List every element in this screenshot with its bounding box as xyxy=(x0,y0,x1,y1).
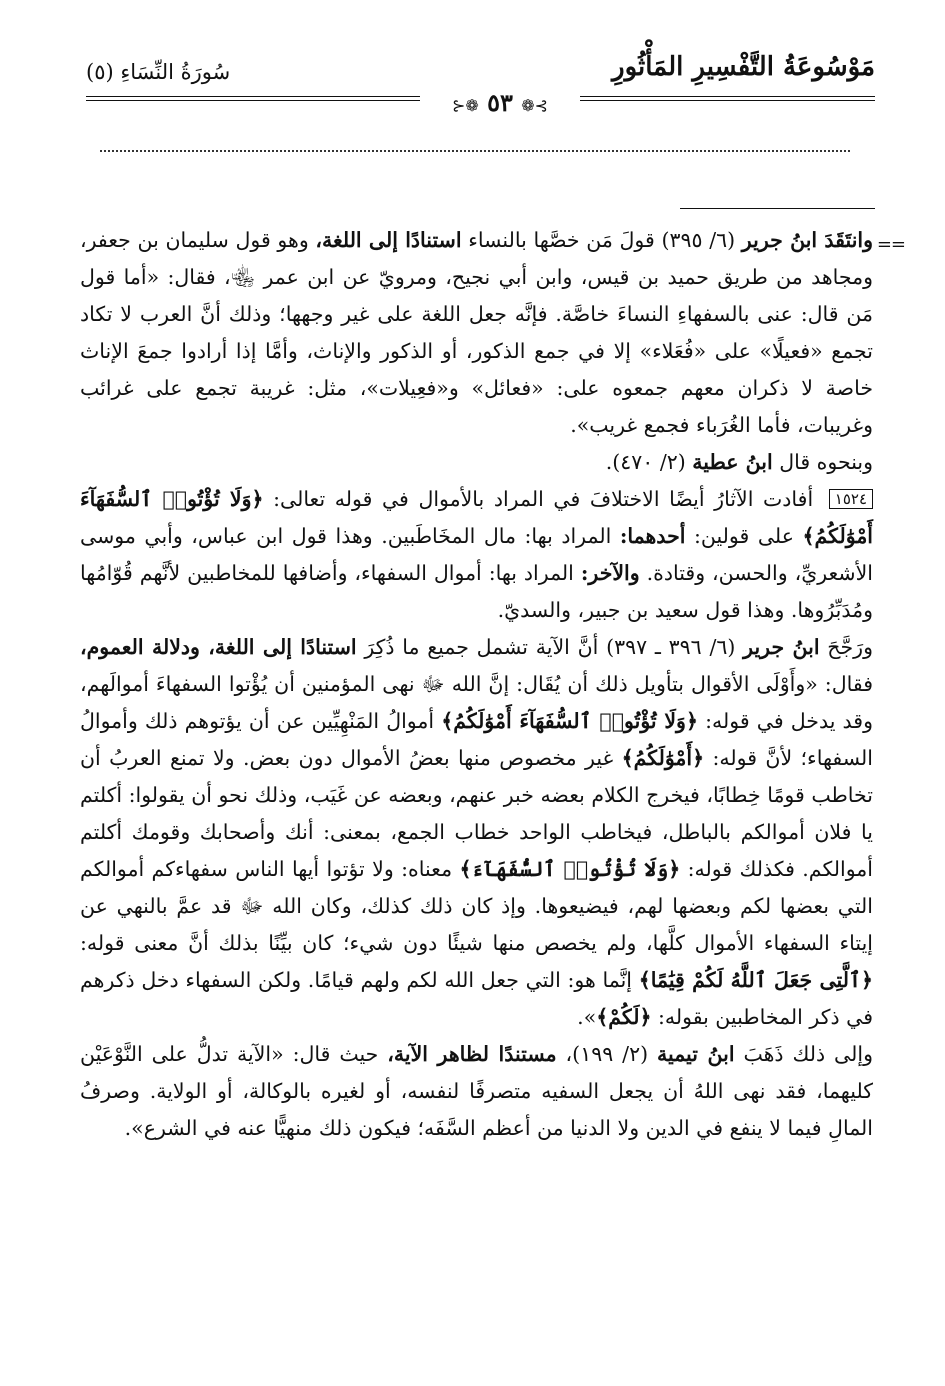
text-segment: أفادت الآثارُ أيضًا الاختلافَ في المراد بالأموال في قوله تعالى: xyxy=(263,487,823,511)
text-segment: غير مخصوص منها بعضُ الأموال دون بعض. ولا تمنع العربُ أن تخاطب قومًا خِطابًا، فيخرج الكلام بعضه خبر عنهم، وبعضه عن غَيَب، وذلك نحو أن يقولوا: أكلتم يا فلان أموالكم بالباطل، فيخاطب الواحد خطاب الجمع، بمعنى: أنك وأصحابك وقومك أكلتم أموالكم. فكذلك قوله: xyxy=(80,746,873,881)
bold-text-segment: وانتَقَدَ xyxy=(817,228,873,252)
text-segment: وبنحوه قال xyxy=(772,450,873,474)
text-segment: إنَّما هو: التي جعل الله لكم ولهم قيامًا. ولكن السفهاء دخل ذكرهم في ذكر المخاطبين بقوله: xyxy=(80,968,873,1029)
text-segment: على قولين: xyxy=(685,524,803,548)
text-segment: ». xyxy=(577,1005,597,1029)
footnote-rule xyxy=(680,208,875,209)
bold-text-segment: ابنُ تيمية xyxy=(657,1042,735,1066)
bold-text-segment: ﴿أَمْوَٰلَكُمُ﴾ xyxy=(621,746,705,770)
text-segment: حيث قال: «الآية تدلُّ على النَّوْعَيْن كليهما، فقد نهى اللهُ أن يجعل السفيه متصرفًا لنفسه، أو لغيره بالوكالة، أو الولاية. وصرفُ المالِ فيما لا ينفع في الدين ولا الدنيا من أعظم السَّفَه؛ فيكون ذلك منهيًّا عنه في الشرع». xyxy=(80,1042,873,1140)
page-number-block xyxy=(420,88,580,117)
continuation-mark: == xyxy=(876,234,905,255)
paragraph-p4 xyxy=(80,629,873,1036)
dotted-separator xyxy=(100,150,850,152)
bold-text-segment: ﴿ٱلَّتِى جَعَلَ ٱللَّهُ لَكُمْ قِيَٰمًا﴾ xyxy=(638,968,873,992)
page-number: ٥٣ xyxy=(487,88,513,117)
bold-text-segment: ﴿وَلَا تُؤْتُوا۟ ٱلسُّفَهَآءَ أَمْوَٰلَكُمُ﴾ xyxy=(441,709,698,733)
ornament-right-icon: ❁⊰ xyxy=(521,96,549,115)
text-segment: ورَجَّحَ xyxy=(819,635,873,659)
bold-text-segment: ابنُ عطية xyxy=(692,450,773,474)
text-segment: (٢/ ٤٧٠). xyxy=(605,450,693,474)
bold-text-segment: ﴿لَكُمْ﴾ xyxy=(596,1005,652,1029)
text-segment: معناه: ولا تؤتوا أيها الناس سفهاءكم أموالكم التي بعضها لكم وبعضها لهم، فيضيعوها. وإذ كان ذلك كذلك، وكان الله ﷻ قد عمَّ بالنهي عن إيتاء السفهاء الأموال كلَّها، ولم يخصص منها شيئًا دون شيء؛ كان بيِّنًا بذلك أنَّ معنى قوله: xyxy=(80,857,873,955)
bold-text-segment: ابنُ جرير xyxy=(741,228,818,252)
text-segment: (٢/ ١٩٩)، xyxy=(556,1042,658,1066)
bold-text-segment: والآخر: xyxy=(580,561,640,585)
paragraph-p2 xyxy=(80,444,873,481)
text-segment: أموالُ المَنْهِيِّين عن أن يؤتوهم ذلك وأموالُ السفهاء؛ لأنَّ قوله: xyxy=(80,709,873,770)
paragraph-p1 xyxy=(80,222,873,444)
paragraph-p3 xyxy=(80,481,873,629)
bold-text-segment: أحدهما: xyxy=(619,524,686,548)
text-segment: فقال: «وأَوْلَى الأقوال بتأويل ذلك أن يُقَال: إنَّ الله ﷻ نهى المؤمنين أن يُؤْتوا السفهاءَ أموالَهم، وقد يدخل في قوله: xyxy=(80,672,874,733)
paragraph-p5 xyxy=(80,1036,873,1147)
text-segment: وهو قول سليمان بن جعفر، ومجاهد من طريق حميد بن قيس، وابن أبي نجيح، ومرويّ عن ابن عمر ﵄، فقال: «أما قول مَن قال: عنى بالسفهاءِ النساءَ خاصَّة. فإنَّه جعل اللغة على غير وجهها؛ وذلك أنَّ العرب لا تكاد تجمع «فعيلًا» على «فُعَلاء» إلا في جمع الذكور، أو الذكور والإناث، وأمَّا إذا أرادوا جمعَ الإناث خاصة لا ذكران معهم جمعوه على: «فعائل» و«فعِيلات»، مثل: غريبة تجمع على غرائب وغريبات، فأما الغُرَباء فجمع غريب». xyxy=(80,228,873,437)
bold-text-segment: ابنُ جرير xyxy=(743,635,820,659)
running-header-surah: سُورَةُ النِّسَاءِ (٥) xyxy=(86,60,231,84)
running-header-book-title: مَوْسُوعَةُ التَّفْسِيرِ المَأْثُورِ xyxy=(612,52,875,82)
bold-text-segment: مستندًا لظاهر الآية، xyxy=(387,1042,557,1066)
text-segment: المراد بها: أموال السفهاء، وأضافها للمخاطبين لأنَّهم قُوّامُها ومُدَبِّرُوها. وهذا قول سعيد بن جبير، والسديّ. xyxy=(80,561,873,622)
ornament-left-icon: ⊱❁ xyxy=(451,96,479,115)
bold-text-segment: ﴿وَلَا تُؤْتُوا۟ ٱلسُّفَهَآءَ﴾ xyxy=(459,857,681,881)
bold-text-segment: استنادًا إلى اللغة، xyxy=(315,228,462,252)
text-segment: المراد بها: مال المخَاطَبين. وهذا قول ابن عباس، وأبي موسى الأشعريِّ، والحسن، وقتادة. xyxy=(80,524,873,585)
text-segment: وإلى ذلك ذَهَبَ xyxy=(734,1042,873,1066)
note-number-box: ١٥٢٤ xyxy=(829,489,873,509)
commentary-body xyxy=(80,222,873,1147)
text-segment: (٦/ ٣٩٥) قولَ مَن خصَّها بالنساء xyxy=(461,228,742,252)
text-segment: (٦/ ٣٩٦ ـ ٣٩٧) أنَّ الآية تشمل جميع ما ذُكِرَ xyxy=(356,635,744,659)
bold-text-segment: ﴿وَلَا تُؤْتُوا۟ ٱلسُّفَهَآءَ أَمْوَٰلَكُمُ﴾ xyxy=(80,487,873,548)
bold-text-segment: استنادًا إلى اللغة، ودلالة العموم، xyxy=(80,635,357,659)
